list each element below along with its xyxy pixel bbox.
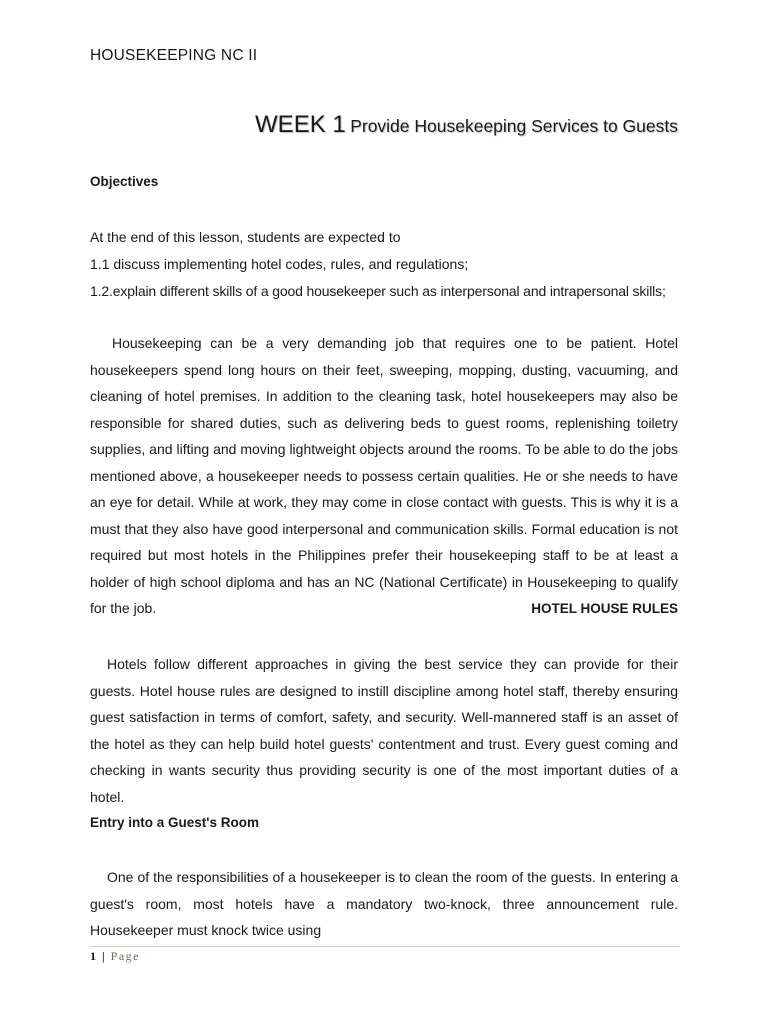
guest-room-paragraph: One of the responsibilities of a housekeeper is to clean the room of the guests. In entering a guest's room, most hotels have a mandatory two-knock, three announcement rule. Housekeeper must knock twice using — [90, 869, 678, 938]
week-label: WEEK 1 — [255, 111, 346, 138]
document-header-title: HOUSEKEEPING NC II — [90, 47, 258, 64]
objective-item-1: 1.1 discuss implementing hotel codes, rules, and regulations; — [90, 256, 469, 272]
page-footer — [90, 949, 140, 964]
page-label: Page — [110, 949, 140, 963]
page-separator: | — [102, 949, 107, 963]
house-rules-heading: HOTEL HOUSE RULES — [531, 601, 678, 616]
week-heading — [255, 111, 678, 139]
page-number: 1 — [90, 949, 98, 963]
objectives-intro: At the end of this lesson, students are expected to — [90, 229, 401, 245]
house-rules-paragraph: Hotels follow different approaches in giving the best service they can provide for their guests. Hotel house rules are designed to instill discipline among hotel staff, thereby ensuring guest satisfaction in terms of comfort, safety, and security. Well-mannered staff is an asset of the hotel as they can help build hotel guests' contentment and trust. Every guest coming and checking in wants security thus providing security is one of the most important duties of a hotel. — [90, 656, 678, 805]
objectives-heading: Objectives — [90, 174, 159, 189]
week-title: Provide Housekeeping Services to Guests — [350, 116, 678, 136]
objective-item-2: 1.2.explain different skills of a good housekeeper such as interpersonal and intrapersonal skills; — [90, 283, 666, 299]
intro-paragraph: Housekeeping can be a very demanding job that requires one to be patient. Hotel housekeepers spend long hours on their feet, sweeping, mopping, dusting, vacuuming, and cleaning of hotel premises. In addition to the cleaning task, hotel housekeepers may also be responsible for shared duties, such as delivering beds to guest rooms, replenishing toiletry supplies, and lifting and moving lightweight objects around the rooms. To be able to do the jobs mentioned above, a housekeeper needs to possess certain qualities. He or she needs to have an eye for detail. While at work, they may come in close contact with guests. This is why it is a must that they also have good interpersonal and communication skills. Formal education is not required but most hotels in the Philippines prefer their housekeeping staff to be at least a holder of high school diploma and has an NC (National Certificate) in Housekeeping to qualify for the job. — [90, 335, 678, 616]
footer-divider — [90, 946, 680, 947]
guest-room-heading: Entry into a Guest's Room — [90, 815, 259, 830]
